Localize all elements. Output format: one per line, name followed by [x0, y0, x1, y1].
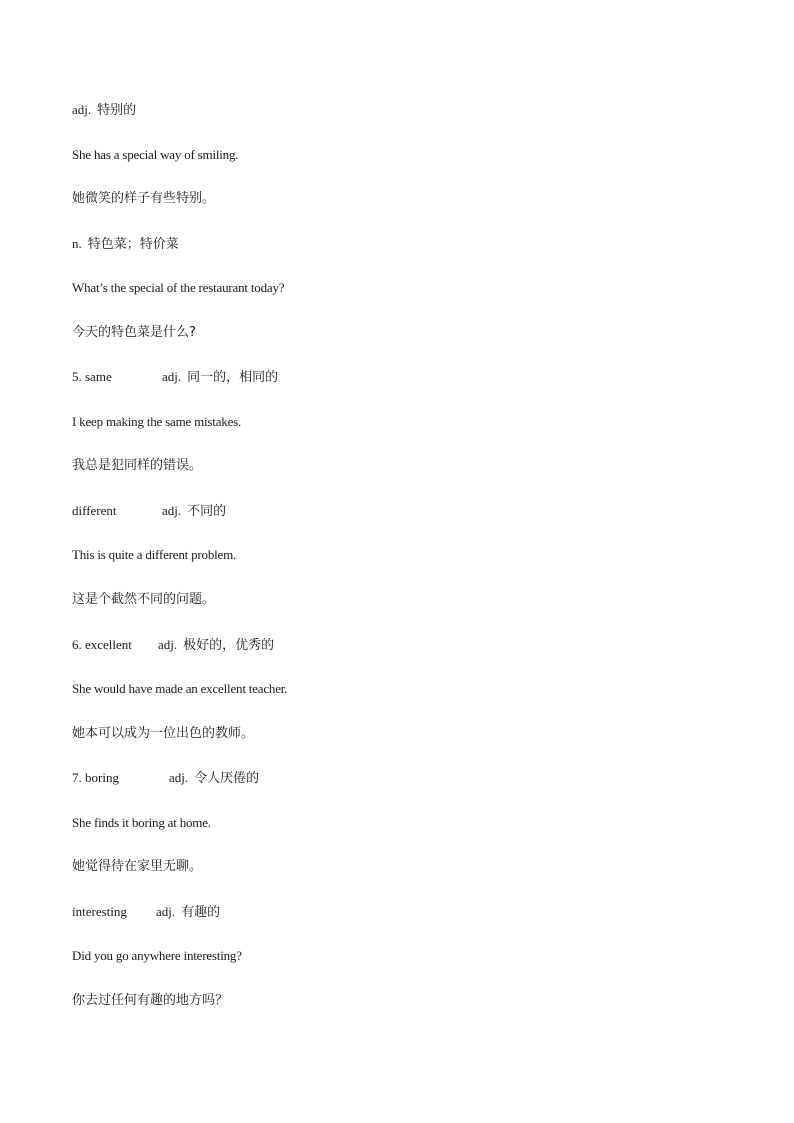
entry-excellent [72, 634, 274, 656]
example-sentence-en: She has a special way of smiling. [72, 147, 239, 162]
headword: 7. boring [72, 770, 119, 785]
example-sentence-en: She finds it boring at home. [72, 815, 211, 830]
example-sentence-zh: 你去过任何有趣的地方吗？ [72, 993, 229, 1008]
example-sentence-zh: 我总是犯同样的错误。 [72, 458, 203, 473]
definition: 令人厌倦的 [194, 771, 260, 786]
definition: 极好的，优秀的 [183, 638, 275, 653]
definition: 不同的 [187, 504, 227, 519]
example-sentence-zh: 今天的特色菜是什么? [72, 325, 196, 340]
part-of-speech: adj. [72, 102, 92, 117]
headword: 5. same [72, 369, 112, 384]
headword: 6. excellent [72, 637, 132, 652]
example-sentence-en: This is quite a different problem. [72, 547, 237, 562]
definition: 同一的，相同的 [187, 370, 279, 385]
part-of-speech: adj. [156, 904, 176, 919]
entry-interesting [72, 901, 220, 923]
entry-special-adj [72, 99, 136, 121]
part-of-speech: adj. [169, 770, 189, 785]
headword: interesting [72, 904, 127, 919]
part-of-speech: adj. [162, 369, 182, 384]
definition: 有趣的 [181, 905, 221, 920]
part-of-speech: n. [72, 236, 82, 251]
part-of-speech: adj. [162, 503, 182, 518]
example-sentence-en: I keep making the same mistakes. [72, 414, 242, 429]
entry-special-noun [72, 233, 179, 255]
example-sentence-zh: 她微笑的样子有些特别。 [72, 191, 216, 206]
entry-different [72, 500, 226, 522]
definition: 特色菜；特价菜 [87, 237, 179, 252]
definition: 特别的 [97, 103, 137, 118]
example-sentence-zh: 她本可以成为一位出色的教师。 [72, 726, 255, 741]
entry-same [72, 366, 278, 388]
example-sentence-en: Did you go anywhere interesting? [72, 948, 242, 963]
example-sentence-zh: 她觉得待在家里无聊。 [72, 859, 203, 874]
example-sentence-zh: 这是个截然不同的问题。 [72, 592, 216, 607]
part-of-speech: adj. [158, 637, 178, 652]
entry-boring [72, 767, 259, 789]
example-sentence-en: She would have made an excellent teacher. [72, 681, 288, 696]
example-sentence-en: What’s the special of the restaurant today? [72, 280, 285, 295]
headword: different [72, 503, 117, 518]
